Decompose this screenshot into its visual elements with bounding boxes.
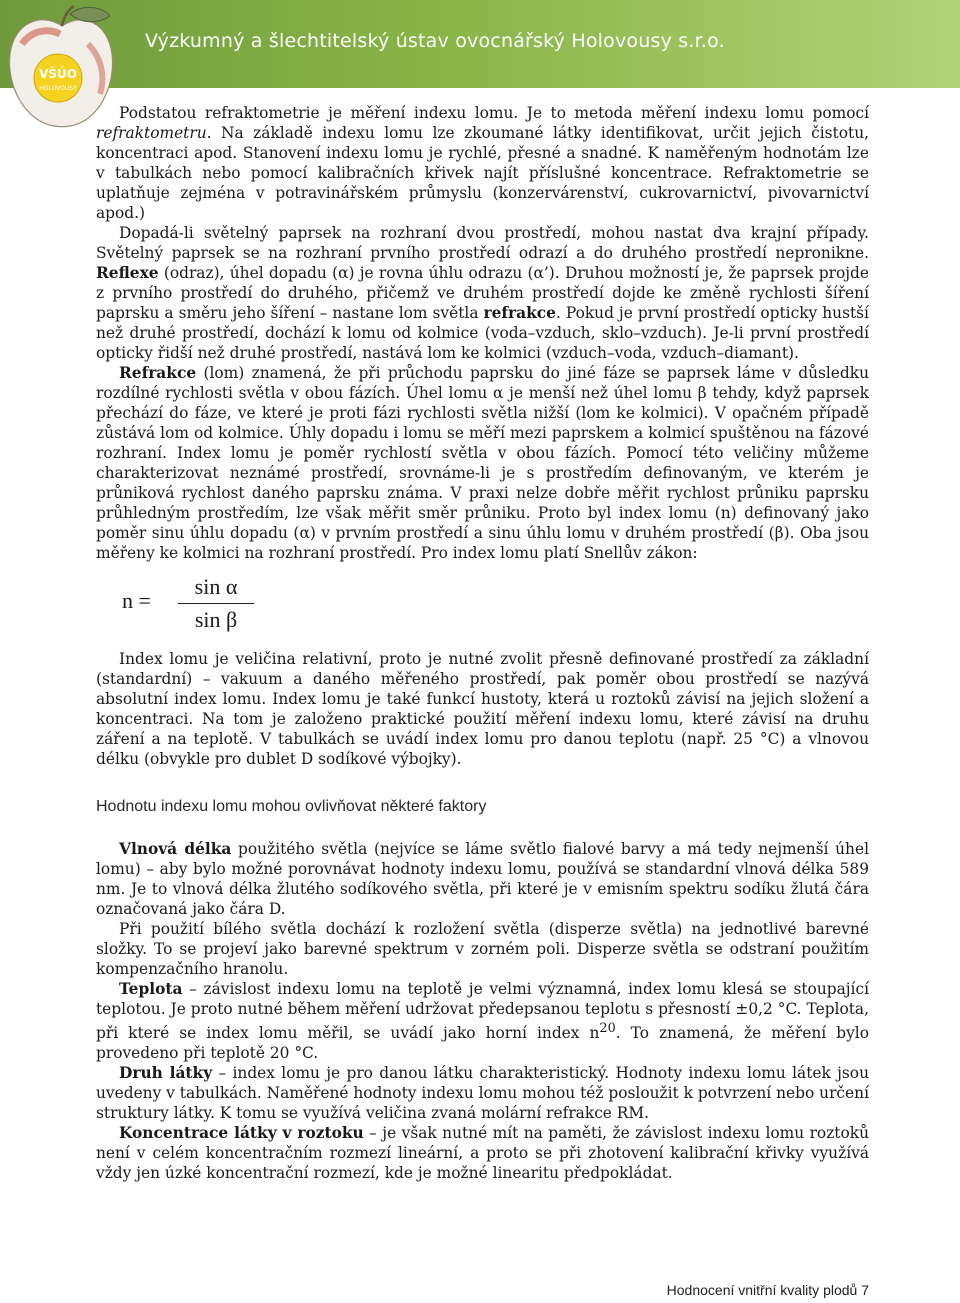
formula-lhs: n =	[122, 588, 151, 613]
page-footer: Hodnocení vnitřní kvality plodů 7	[666, 1282, 869, 1298]
paragraph-dispersion: Při použití bílého světla dochází k rozložení světla (disperze světla) na jednotlivé barevné složky. To se projeví jako barevné spektrum v zorném poli. Disperze světla se odstraní použitím kompenzačního hranolu.	[96, 920, 869, 978]
snell-formula	[122, 573, 869, 635]
paragraph-index-relative: Index lomu je veličina relativní, proto je nutné zvolit přesně definované prostředí za základní (standardní) – vakuum a daného měřeného prostředí, pak poměr obou prostředí se nazývá absolutní index lomu. Index lomu je také funkcí hustoty, která u roztoků závisí na jejich složení a koncentraci. Na tom je založeno praktické použití měření indexu lomu, které závisí na druhu záření a na teplotě. V tabulkách se uvádí index lomu pro danou teplotu (např. 25 °C) a vlnovou délku (obvykle pro dublet D sodíkové výbojky).	[96, 650, 869, 768]
header-title: Výzkumný a šlechtitelský ústav ovocnářský Holovousy s.r.o.	[145, 30, 725, 52]
paragraph-wavelength: Vlnová délka použitého světla (nejvíce se láme světlo fialové barvy a má tedy nejmenší úhel lomu) – aby bylo možné porovnávat hodnoty indexu lomu, používá se standardní vlnová délka 589 nm. Je to vlnová délka žlutého sodíkového světla, při které je v emisním spektru sodíku žlutá čára označovaná jako čára D.	[96, 840, 869, 918]
paragraph-intro: Podstatou refraktometrie je měření indexu lomu. Je to metoda měření indexu lomu pomocí refraktometru. Na základě indexu lomu lze zkoumané látky identifikovat, určit jejich čistotu, koncentraci apod. Stanovení indexu lomu je rychlé, přesné a snadné. K naměřeným hodnotám lze v tabulkách nebo pomocí kalibračních křivek najít příslušné koncentrace. Refraktometrie se uplatňuje zejména v potravinářském průmyslu (konzervárenství, cukrovarnictví, pivovarnictví apod.)	[96, 104, 869, 222]
paragraph-substance: Druh látky – index lomu je pro danou látku charakteristický. Hodnoty indexu lomu látek jsou uvedeny v tabulkách. Naměřené hodnoty indexu lomu mohou též posloužit k potvrzení nebo určení struktury látky. K tomu se využívá veličina zvaná molární refrakce RM.	[96, 1064, 869, 1123]
header-bar	[0, 0, 960, 88]
paragraph-refrakce: Refrakce (lom) znamená, že při průchodu paprsku do jiné fáze se paprsek láme v důsledku rozdílné rychlosti světla v obou fázích. Úhel lomu α je menší než úhel lomu β tehdy, když paprsek přechází do fáze, ve které je proti fázi rychlosti světla nižší (lom ke kolmici). V opačném případě zůstává lom od kolmice. Úhly dopadu i lomu se měří mezi paprskem a kolmicí spuštěnou na fázové rozhraní. Index lomu je poměr rychlostí světla v obou fázích. Pomocí této veličiny můžeme charakterizovat neznámé prostředí, srovnáme-li je s prostředím definovaným, ve kterém je průniková rychlost daného paprsku známa. V praxi nelze dobře měřit rychlost průniku paprsku průhledným prostředím, lze však měřit směr průniku. Proto byl index lomu (n) definovaný jako poměr sinu úhlu dopadu (α) v prvním prostředí a sinu úhlu lomu v druhém prostředí (β). Oba jsou měřeny ke kolmici na rozhraní prostředí. Pro index lomu platí Snellův zákon:	[96, 364, 869, 562]
formula-denominator: sin β	[194, 607, 238, 632]
paragraph-temperature: Teplota – závislost indexu lomu na teplotě je velmi významná, index lomu klesá se stoupající teplotou. Je proto nutné během měření udržovat předepsanou teplotu s přesností ±0,2 °C. Teplota, při které se index lomu měřil, se uvádí jako horní index $n^{20}$. To znamená, že měření bylo provedeno při teplotě 20 °C.	[96, 980, 869, 1063]
logo-text: VŠÚO	[39, 67, 77, 81]
document-body	[96, 103, 869, 1183]
formula-numerator: sin α	[194, 574, 238, 599]
section-heading: Hodnotu indexu lomu mohou ovlivňovat některé faktory	[96, 798, 487, 815]
formula-fraction	[178, 573, 254, 634]
logo-subtext: HOLOVOUSY	[39, 85, 77, 92]
paragraph-reflexe: Dopadá-li světelný paprsek na rozhraní dvou prostředí, mohou nastat dva krajní případy. Světelný paprsek se na rozhraní prvního prostředí odrazí a do druhého prostředí nepronikne. Reflexe (odraz), úhel dopadu (α) je rovna úhlu odrazu (α’). Druhou možností je, že paprsek projde z prvního prostředí do druhého, přičemž ve druhém prostředí dojde ke změně rychlosti šíření paprsku a směru jeho šíření – nastane lom světla refrakce. Pokud je první prostředí opticky hustší než druhé prostředí, dochází k lomu od kolmice (voda–vzduch, sklo–vzduch). Je-li první prostředí opticky řidší než druhé prostředí, nastává lom ke kolmici (vzduch–voda, vzduch–diamant).	[96, 224, 869, 362]
paragraph-concentration: Koncentrace látky v roztoku – je však nutné mít na paměti, že závislost indexu lomu roztoků není v celém koncentračním rozmezí lineární, a proto se při zhotovení kalibrační křivky využívá vždy jen úzké koncentrační rozmezí, kde je možné linearitu předpokládat.	[96, 1124, 869, 1183]
